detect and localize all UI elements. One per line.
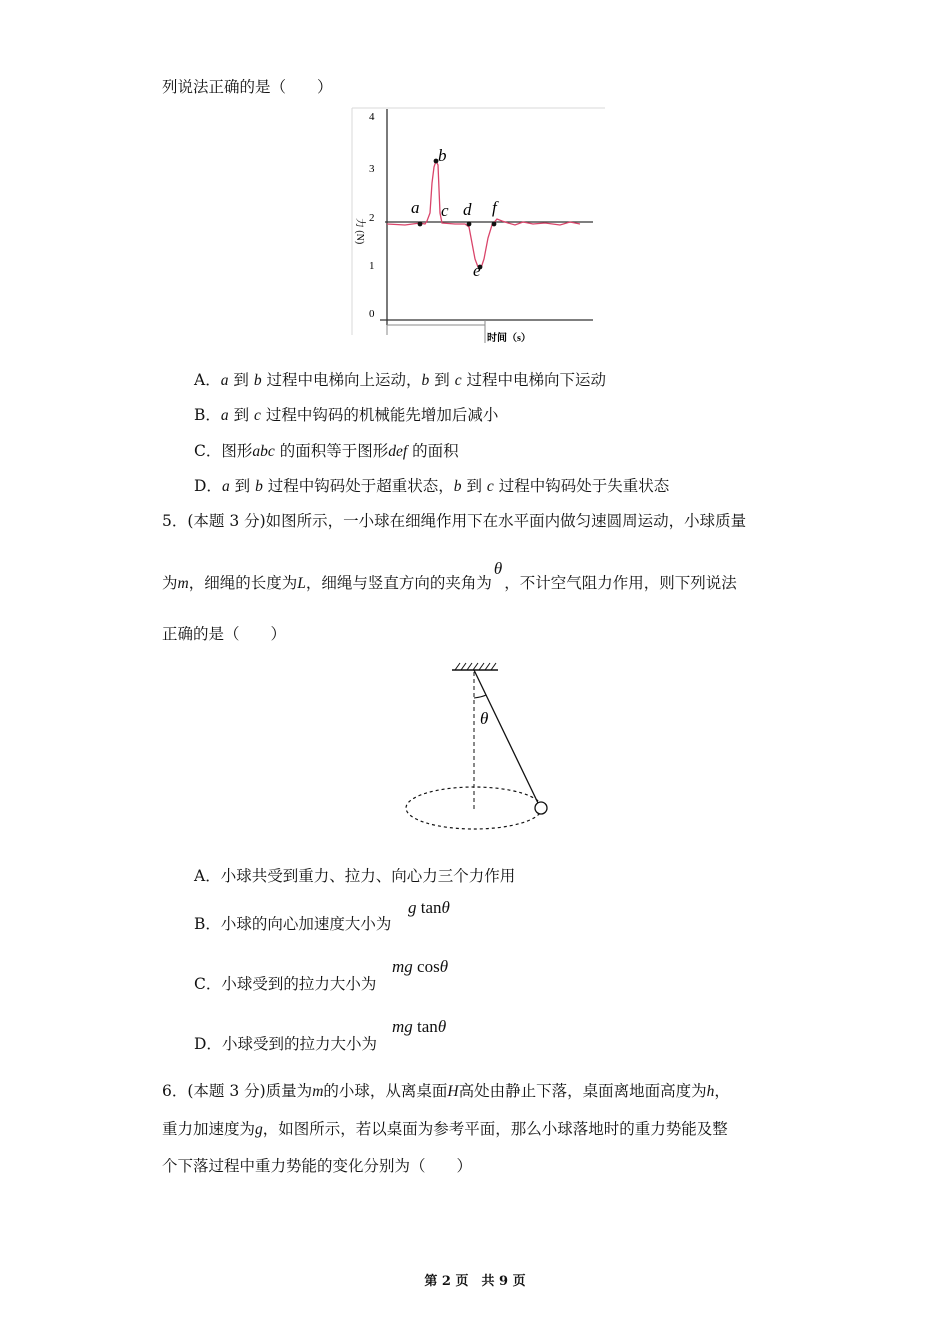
y-tick-2: 2 (369, 212, 375, 224)
angle-arc (474, 695, 486, 698)
label-b: b (438, 146, 447, 165)
y-tick-3: 3 (369, 163, 375, 175)
ball (535, 802, 547, 814)
page-footer: 第 2 页 共 9 页 (424, 1274, 526, 1289)
q5-option-c-formula: mg cosθ (392, 957, 449, 976)
q4-option-a: A．a 到 b 过程中电梯向上运动，b 到 c 过程中电梯向下运动 (194, 371, 607, 389)
q6-stem-line1: 6．(本题 3 分)质量为m的小球，从离桌面H高处由静止下落，桌面离地面高度为h， (162, 1082, 730, 1100)
q5-option-a: A．小球共受到重力、拉力、向心力三个力作用 (194, 867, 516, 885)
label-d: d (463, 200, 472, 219)
q6-stem-line2: 重力加速度为g，如图所示，若以桌面为参考平面，那么小球落地时的重力势能及整 (162, 1120, 728, 1138)
y-axis-label: 力 (N) (354, 217, 365, 245)
label-c: c (441, 201, 449, 220)
q4-option-d: D．a 到 b 过程中钩码处于超重状态，b 到 c 过程中钩码处于失重状态 (194, 477, 670, 495)
angle-label: θ (480, 709, 489, 728)
x-axis-label: 时间（s） (487, 333, 531, 344)
point-a (418, 222, 423, 227)
y-tick-0: 0 (369, 308, 375, 320)
force-time-chart (345, 103, 610, 348)
point-f (492, 222, 497, 227)
q5-option-d-formula: mg tanθ (392, 1017, 447, 1036)
y-tick-1: 1 (369, 260, 375, 272)
q6-stem-line3: 个下落过程中重力势能的变化分别为（ ） (162, 1157, 473, 1175)
y-tick-4: 4 (369, 111, 375, 123)
label-f: f (492, 198, 497, 217)
q4-option-b: B．a 到 c 过程中钩码的机械能先增加后减小 (194, 406, 499, 424)
q4-stem-tail: 列说法正确的是（ ） (162, 78, 333, 96)
q5-option-b-formula: g tanθ (408, 898, 450, 917)
label-a: a (411, 198, 420, 217)
q5-option-d: D．小球受到的拉力大小为 (194, 1035, 377, 1053)
point-d (467, 222, 472, 227)
label-e: e (473, 261, 481, 280)
string (474, 670, 538, 803)
q5-option-b: B．小球的向心加速度大小为 (194, 915, 392, 933)
q5-stem-line2: 为m，细绳的长度为L，细绳与竖直方向的夹角为θ，不计空气阻力作用，则下列说法 (162, 559, 737, 592)
q4-option-c: C．图形abc 的面积等于图形def 的面积 (194, 442, 459, 460)
q5-stem-line3: 正确的是（ ） (162, 625, 287, 643)
q5-option-c: C．小球受到的拉力大小为 (194, 975, 377, 993)
conical-pendulum-figure (400, 660, 560, 835)
q5-stem-line1: 5．(本题 3 分)如图所示，一小球在细绳作用下在水平面内做匀速圆周运动，小球质量 (162, 512, 747, 530)
